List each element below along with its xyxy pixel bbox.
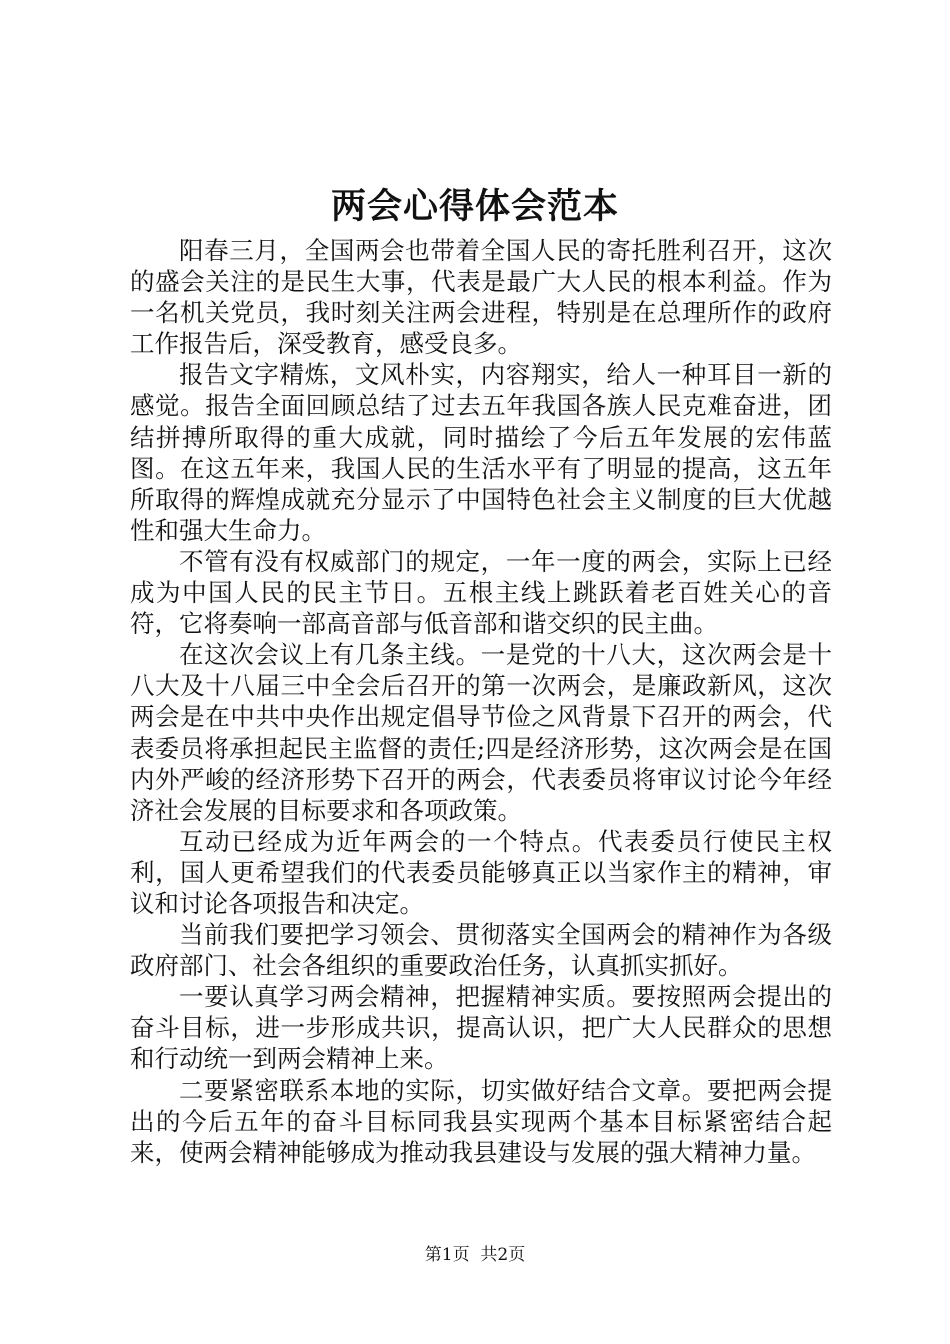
page-footer: [0, 1244, 950, 1266]
paragraph: 二要紧密联系本地的实际，切实做好结合文章。要把两会提出的今后五年的奋斗目标同我县实现两个基本目标紧密结合起来，使两会精神能够成为推动我县建设与发展的强大精神力量。: [130, 1075, 832, 1167]
paragraph: 在这次会议上有几条主线。一是党的十八大，这次两会是十八大及十八届三中全会后召开的第一次两会，是廉政新风，这次两会是在中共中央作出规定倡导节俭之风背景下召开的两会，代表委员将承担起民主监督的责任;四是经济形势，这次两会是在国内外严峻的经济形势下召开的两会，代表委员将审议讨论今年经济社会发展的目标要求和各项政策。: [130, 640, 832, 825]
paragraph: 报告文字精炼，文风朴实，内容翔实，给人一种耳目一新的感觉。报告全面回顾总结了过去五年我国各族人民克难奋进，团结拼搏所取得的重大成就，同时描绘了今后五年发展的宏伟蓝图。在这五年来，我国人民的生活水平有了明显的提高，这五年所取得的辉煌成就充分显示了中国特色社会主义制度的巨大优越性和强大生命力。: [130, 360, 832, 545]
paragraph: 互动已经成为近年两会的一个特点。代表委员行使民主权利，国人更希望我们的代表委员能够真正以当家作主的精神，审议和讨论各项报告和决定。: [130, 826, 832, 918]
page-number: 第1页 共2页: [424, 1245, 526, 1265]
paragraph: 一要认真学习两会精神，把握精神实质。要按照两会提出的奋斗目标，进一步形成共识，提高认识，把广大人民群众的思想和行动统一到两会精神上来。: [130, 982, 832, 1074]
paragraph: 阳春三月，全国两会也带着全国人民的寄托胜利召开，这次的盛会关注的是民生大事，代表是最广大人民的根本利益。作为一名机关党员，我时刻关注两会进程，特别是在总理所作的政府工作报告后，深受教育，感受良多。: [130, 236, 832, 359]
paragraph: 不管有没有权威部门的规定，一年一度的两会，实际上已经成为中国人民的民主节日。五根主线上跳跃着老百姓关心的音符，它将奏响一部高音部与低音部和谐交织的民主曲。: [130, 546, 832, 639]
document-body: [130, 235, 832, 1168]
document-title: 两会心得体会范本: [330, 186, 619, 227]
paragraph: 当前我们要把学习领会、贯彻落实全国两会的精神作为各级政府部门、社会各组织的重要政治任务，认真抓实抓好。: [130, 920, 832, 981]
